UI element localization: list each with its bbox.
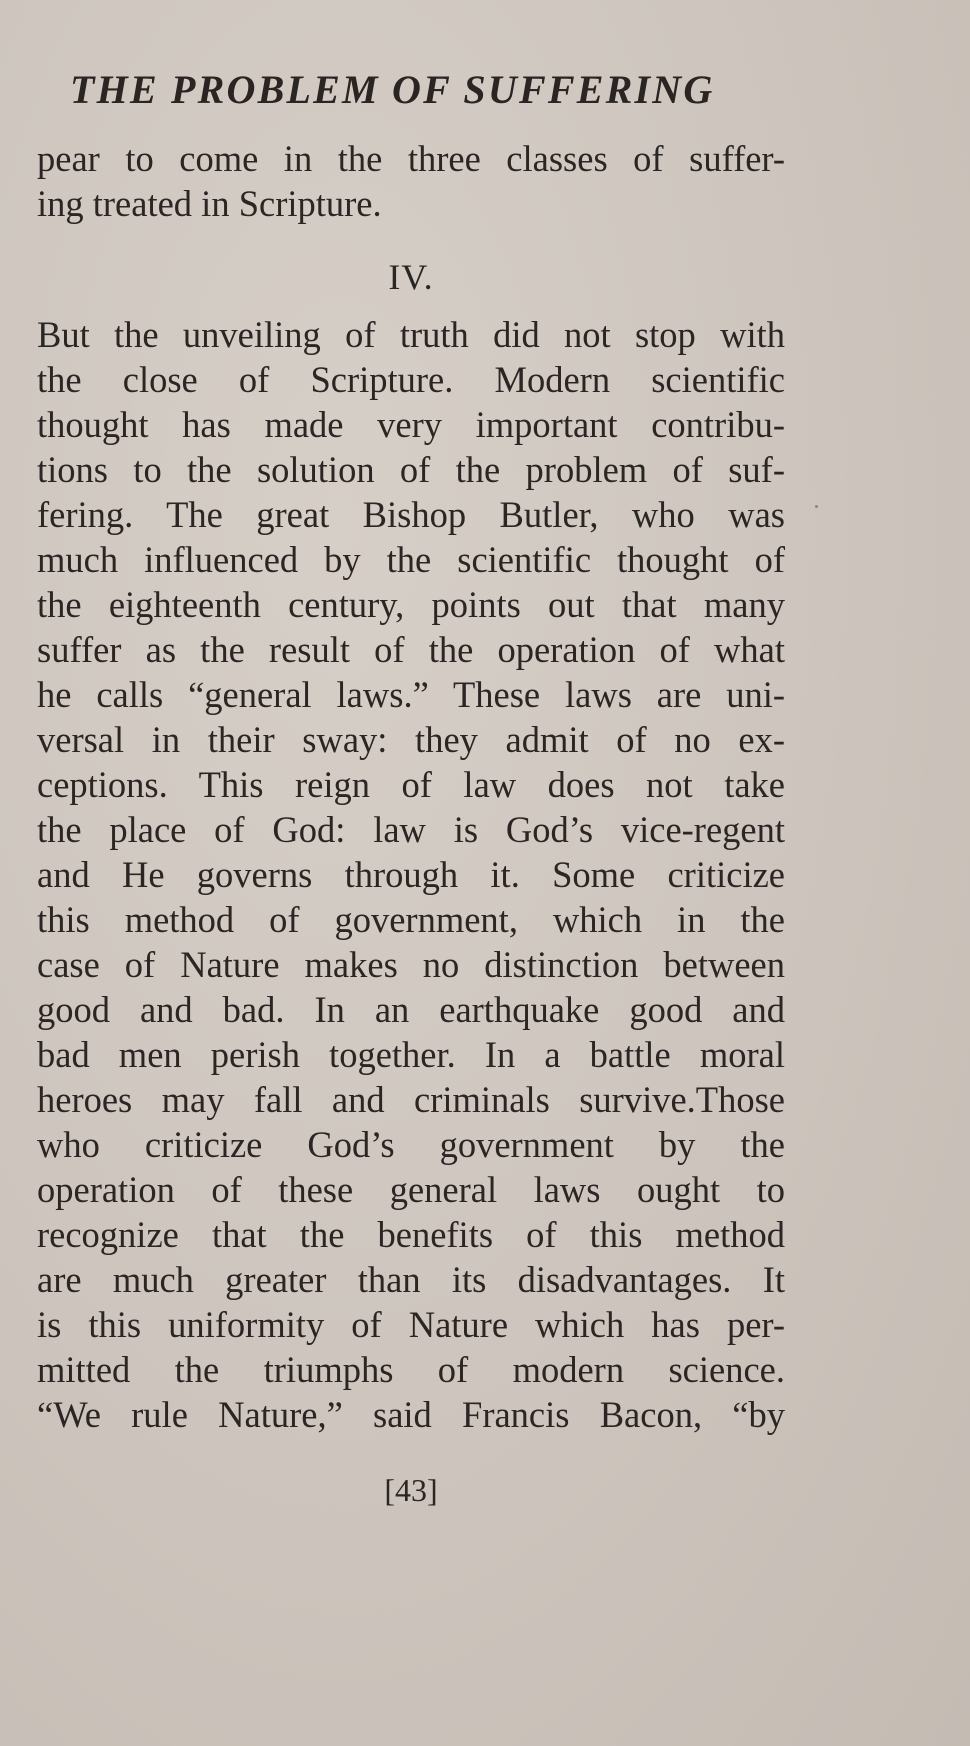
text-line: the close of Scripture. Modern scientific — [37, 359, 785, 400]
text-line: are much greater than its disadvantages. It — [37, 1259, 785, 1300]
text-line: ing treated in Scripture. — [37, 183, 382, 224]
body-paragraph — [37, 312, 785, 1437]
text-line: who criticize God’s government by the — [37, 1124, 785, 1165]
text-line: case of Nature makes no distinction between — [37, 944, 785, 985]
text-line: thought has made very important contribu- — [37, 404, 785, 445]
running-head: THE PROBLEM OF SUFFERING — [70, 67, 715, 112]
text-line: fering. The great Bishop Butler, who was — [37, 494, 785, 535]
text-line: mitted the triumphs of modern science. — [37, 1349, 785, 1390]
text-line: the eighteenth century, points out that many — [37, 584, 785, 625]
text-line: good and bad. In an earthquake good and — [37, 989, 785, 1030]
text-line: much influenced by the scientific thought of — [37, 539, 785, 580]
page-number: [43] — [384, 1472, 438, 1508]
text-line: and He governs through it. Some criticize — [37, 854, 785, 895]
text-line: pear to come in the three classes of suffer- — [37, 138, 785, 179]
text-line: “We rule Nature,” said Francis Bacon, “by — [37, 1394, 785, 1435]
section-heading: IV. — [388, 257, 434, 297]
text-line: heroes may fall and criminals survive.Those — [37, 1079, 785, 1120]
text-line: ceptions. This reign of law does not take — [37, 764, 785, 805]
text-line: bad men perish together. In a battle moral — [37, 1034, 785, 1075]
text-line: tions to the solution of the problem of suf- — [37, 449, 785, 490]
text-line: versal in their sway: they admit of no ex- — [37, 719, 785, 760]
opening-paragraph — [37, 136, 785, 226]
text-line: the place of God: law is God’s vice-regent — [37, 809, 785, 850]
paper-speck — [815, 505, 818, 508]
text-line: suffer as the result of the operation of what — [37, 629, 785, 670]
text-line: he calls “general laws.” These laws are uni- — [37, 674, 785, 715]
text-line: is this uniformity of Nature which has per- — [37, 1304, 785, 1345]
text-line: But the unveiling of truth did not stop with — [37, 314, 785, 355]
text-line: this method of government, which in the — [37, 899, 785, 940]
text-line: recognize that the benefits of this method — [37, 1214, 785, 1255]
text-line: operation of these general laws ought to — [37, 1169, 785, 1210]
